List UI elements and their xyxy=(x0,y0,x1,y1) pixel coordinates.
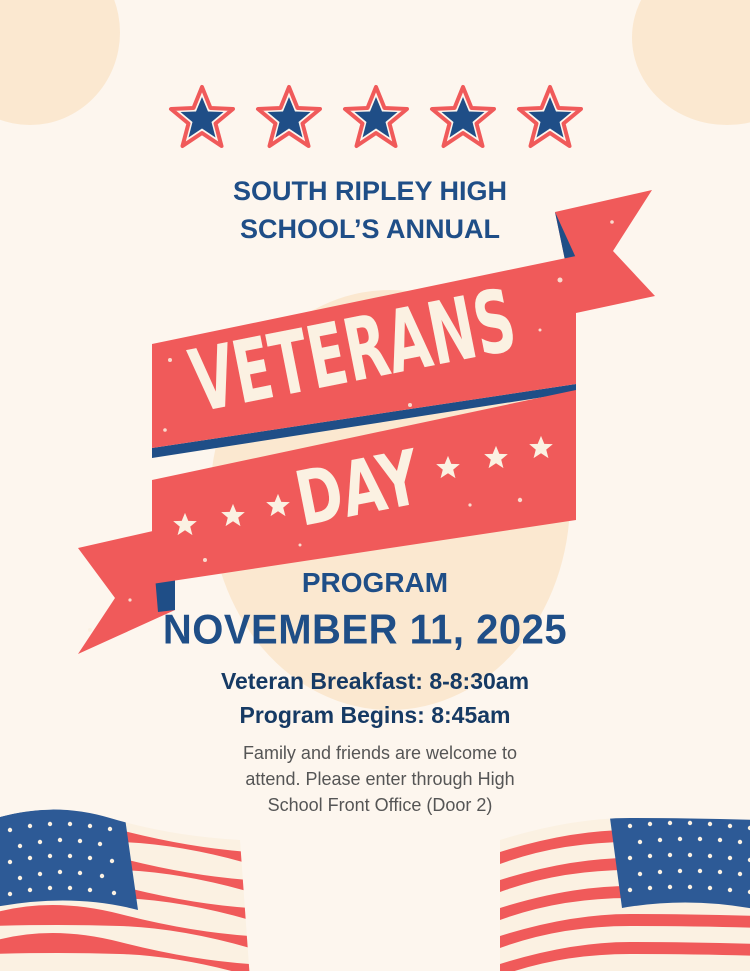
program-label: PROGRAM xyxy=(301,567,449,598)
american-flag-icon xyxy=(460,800,750,971)
school-heading-line2: SCHOOL’S ANNUAL xyxy=(239,214,500,244)
star-icon xyxy=(345,87,407,146)
attendance-note-line3: School Front Office (Door 2) xyxy=(267,795,493,815)
american-flag-icon xyxy=(0,800,290,971)
banner-word-day: DAY xyxy=(288,432,429,544)
star-icon xyxy=(432,87,494,146)
program-start-time: Program Begins: 8:45am xyxy=(239,702,511,728)
star-icon xyxy=(258,87,320,146)
attendance-note-line1: Family and friends are welcome to xyxy=(242,743,518,763)
school-heading-line1: SOUTH RIPLEY HIGH xyxy=(232,176,508,206)
breakfast-time: Veteran Breakfast: 8-8:30am xyxy=(220,668,530,694)
event-date: NOVEMBER 11, 2025 xyxy=(162,606,568,654)
star-icon xyxy=(519,87,581,146)
decor-circle-top-left xyxy=(0,0,120,125)
attendance-note-line2: attend. Please enter through High xyxy=(245,769,515,789)
star-icon xyxy=(171,87,233,146)
stars-row xyxy=(168,84,588,150)
decor-circle-top-right xyxy=(632,0,750,125)
banner-word-veterans: VETERANS xyxy=(182,259,574,433)
